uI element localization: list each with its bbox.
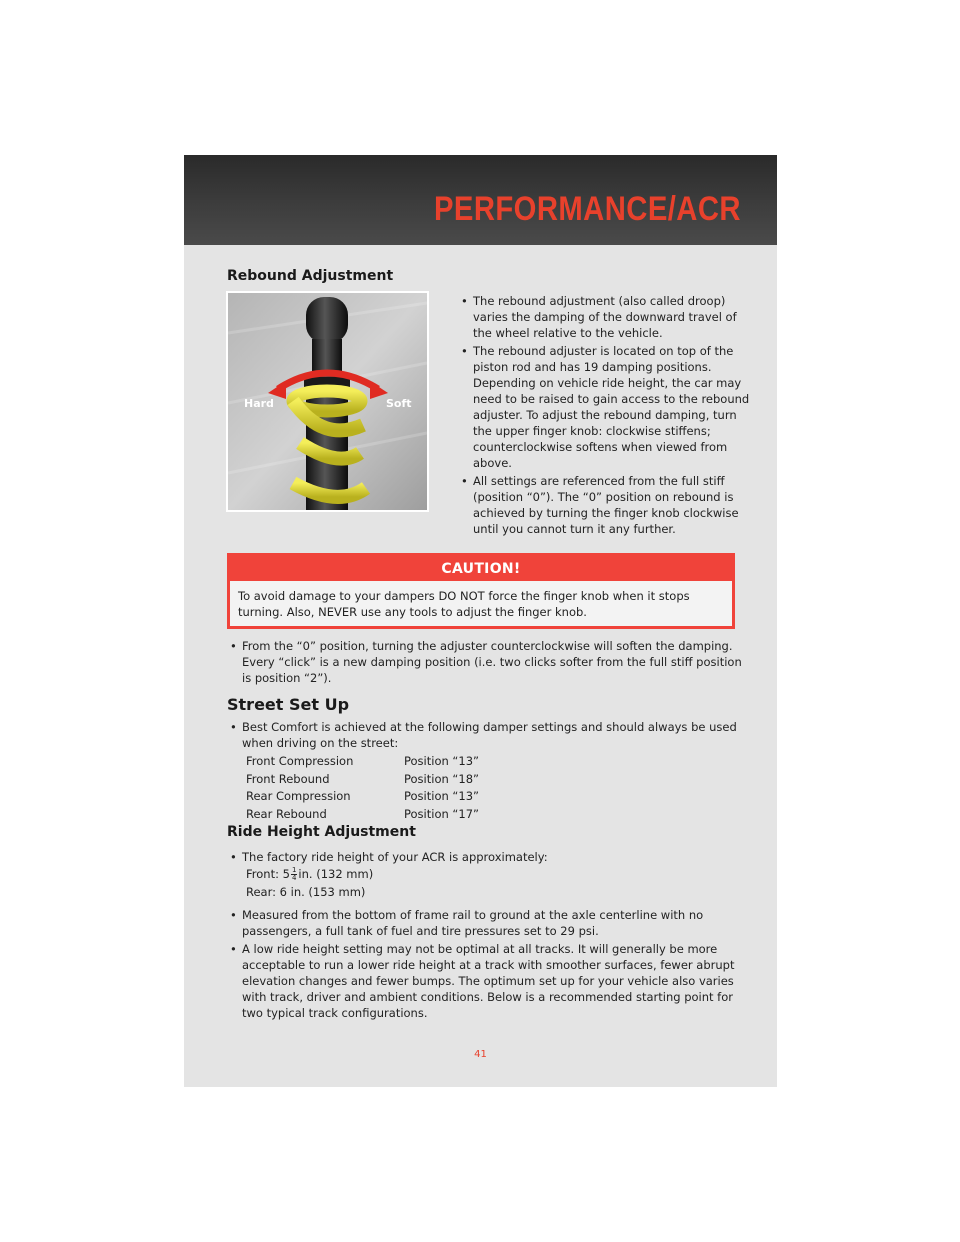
rear-height: Rear: 6 in. (153 mm): [246, 885, 366, 899]
rebound-heading: Rebound Adjustment: [227, 268, 394, 284]
front-height: Front: 5 $\frac{1}{4}$ in. (132 mm): [246, 866, 374, 882]
rebound-bullet-3: • All settings are referenced from the full stiff (position “0”). The “0” position on rebound is achieved by turning the finger knob clockwise until you cannot turn it any further.: [461, 474, 739, 536]
shock-absorber-image: [226, 291, 429, 512]
soft-label: Soft: [386, 397, 412, 410]
caution-box: [227, 553, 735, 629]
rebound-bullet-2: • The rebound adjuster is located on top of the piston rod and has 19 damping positions. Depending on vehicle ride height, the car may need to be raised to gain access to the rebound adjuster. To adjust the rebound damping, turn the upper finger knob: clockwise stiffens; counterclockwise softens when viewed from above.: [461, 344, 750, 470]
rebound-bullet-1: • The rebound adjustment (also called droop) varies the damping of the downward travel of the wheel relative to the vehicle.: [461, 294, 737, 340]
page-number: 41: [474, 1049, 487, 1060]
ride-intro: • The factory ride height of your ACR is approximately:: [230, 850, 548, 864]
section-header: [184, 155, 777, 245]
hard-label: Hard: [244, 397, 274, 410]
setting-row: Rear Rebound Position “17”: [246, 806, 479, 821]
fraction: $\frac{1}{4}$: [291, 866, 297, 882]
street-heading: Street Set Up: [227, 695, 350, 714]
caution-title: CAUTION!: [441, 561, 521, 577]
ride-bullet-2: • A low ride height setting may not be optimal at all tracks. It will generally be more acceptable to run a lower ride height at a track with smoother surfaces, fewer abrupt elevation changes and fewer bumps. The optimum set up for your vehicle also varies with track, driver and ambient conditions. Below is a recommended starting point for two typical track configurations.: [230, 942, 735, 1020]
ride-height-heading: Ride Height Adjustment: [227, 824, 416, 840]
setting-row: Rear Compression Position “13”: [246, 789, 479, 803]
ride-bullet-1: • Measured from the bottom of frame rail to ground at the axle centerline with no passengers, a full tank of fuel and tire pressures set to 29 psi.: [230, 908, 704, 938]
setting-row: Front Rebound Position “18”: [246, 771, 479, 786]
setting-row: Front Compression Position “13”: [246, 754, 479, 768]
damper-settings-list: [246, 753, 546, 823]
after-caution-bullet: • From the “0” position, turning the adjuster counterclockwise will soften the damping. Every “click” is a new damping position (i.e. two clicks softer from the full stiff position is position “2”).: [230, 639, 742, 685]
section-title: PERFORMANCE/ACR: [434, 190, 741, 228]
manual-page: [184, 155, 777, 1087]
ride-height-values: [246, 865, 373, 901]
street-intro: • Best Comfort is achieved at the following damper settings and should always be used when driving on the street:: [230, 720, 737, 750]
caution-text: To avoid damage to your dampers DO NOT force the finger knob when it stops turning. Also, NEVER use any tools to adjust the finger knob.: [230, 581, 732, 626]
